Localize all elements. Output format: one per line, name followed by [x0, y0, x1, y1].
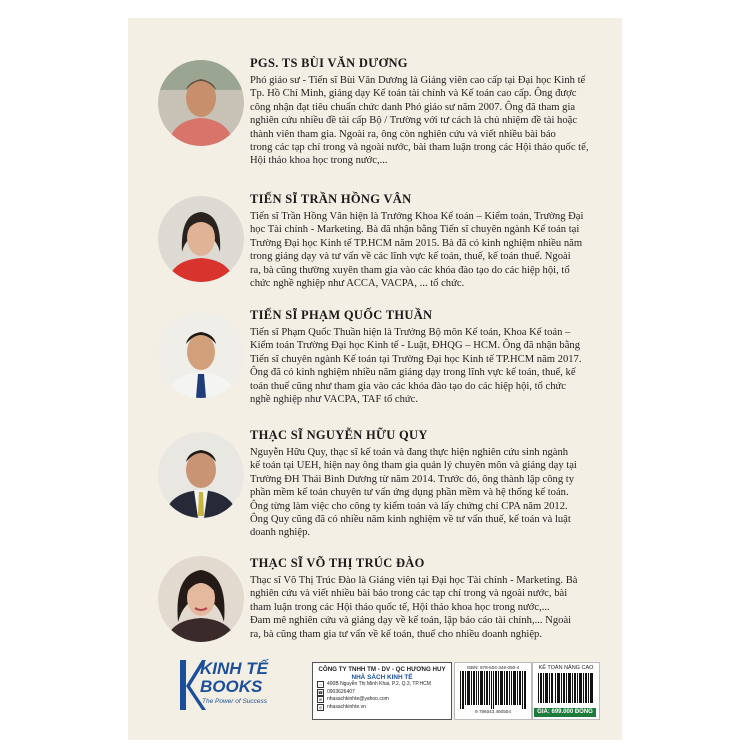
author-name: THẠC SĨ VÕ THỊ TRÚC ĐÀO — [250, 556, 425, 570]
logo-tagline: The Power of Success — [202, 698, 268, 705]
bio-line: Phó giáo sư - Tiến sĩ Bùi Văn Dương là Giảng viên cao cấp tại Đại học Kinh tế — [250, 75, 586, 86]
logo-line2: BOOKS — [200, 677, 263, 696]
bio-line: toán thuế cũng như tham gia vào các khóa đào tạo do các hiệp hội, tổ chức — [250, 380, 566, 392]
profile-bui-van-duong — [128, 56, 622, 186]
website-line — [317, 704, 451, 712]
author-portrait-icon — [158, 312, 244, 398]
bio-line: Ông từng làm việc cho công ty kiểm toán và lấy chứng chỉ CPA năm 2012. — [250, 500, 568, 512]
price-box — [532, 662, 600, 720]
email-line — [317, 696, 451, 704]
bio-line: Nguyễn Hữu Quy, thạc sĩ kế toán và đang thực hiện nghiên cứu sinh ngành — [250, 447, 569, 458]
bio-line: ra, bà cũng thường xuyên tham gia vào các khóa đào tạo do các hiệp hội, tổ — [250, 264, 570, 276]
author-photo — [158, 196, 244, 282]
bio-line: chức nghề nghiệp như ACCA, VACPA, ... tổ chức. — [250, 278, 465, 290]
bio-line: Đam mê nghiên cứu và giảng dạy về kế toán, lập báo cáo tài chính,... Ngoài — [250, 615, 572, 627]
kinh-te-books-logo — [176, 654, 306, 716]
bio-line: học Tài chính - Marketing. Bà đã nhận bằng Tiến sĩ chuyên ngành Kế toán tại — [250, 224, 580, 236]
bio-line: Hội thảo khoa học trong nước,... — [250, 155, 388, 167]
profile-nguyen-huu-quy — [128, 428, 622, 552]
bio-line: Ông Quy cũng đã có nhiều năm kinh nghiệm về tư vấn thuế, kế toán và luật — [250, 514, 571, 526]
author-portrait-icon — [158, 196, 244, 282]
cover-footer — [128, 648, 622, 740]
bio-line: ra, bà cũng tham gia tư vấn về kế toán, thuế cho nhiều doanh nghiệp. — [250, 628, 542, 640]
profile-tran-hong-van — [128, 192, 622, 302]
location-icon: ⌂ — [317, 681, 324, 688]
price-label: GIÁ: 699.000 ĐỒNG — [534, 708, 596, 717]
phone-text: 0903626407 — [327, 688, 355, 695]
bio-line: công nhận đạt tiêu chuẩn chức danh Phó giáo sư năm 2007. Ông đã tham gia — [250, 101, 576, 113]
bio-line: Trường ĐH Thái Bình Dương từ năm 2014. Trước đó, ông thành lập công ty — [250, 473, 575, 485]
bio-line: nghiên cứu và viết nhiều bài báo trong các tạp chí trong và ngoài nước, bài — [250, 588, 568, 600]
bio-line: trong giảng dạy và tư vấn về các lĩnh vực kế toán, thuế, kế toán thuế. Ngoài — [250, 251, 571, 263]
bio-line: Tiến sĩ chuyên ngành Kế toán tại Trường Đại học Kinh tế TP.HCM năm 2017. — [250, 353, 582, 365]
profile-pham-quoc-thuan — [128, 308, 622, 420]
profile-vo-thi-truc-dao — [128, 556, 622, 646]
publisher-name: NHÀ SÁCH KINH TẾ — [351, 674, 413, 681]
author-photo — [158, 432, 244, 518]
bio-line: Tiến sĩ Trần Hồng Vân hiện là Trưởng Khoa Kế toán – Kiểm toán, Trường Đại — [250, 211, 584, 222]
address-line — [317, 681, 451, 689]
price-barcode-icon — [536, 673, 596, 703]
email-text: nhasachkinhte@yahoo.com — [327, 696, 389, 702]
bio-line: trong các tạp chí trong và ngoài nước, bài tham luận trong các Hội thảo quốc tế, — [250, 142, 589, 154]
isbn-digits: 9 786043 460504 — [475, 709, 511, 714]
bio-line: Ông đã có kinh nghiệm nhiều năm giảng dạy trong lĩnh vực kế toán, thuế, kế — [250, 367, 576, 379]
bio-line: phần mềm kế toán chuyên tư vấn ứng dụng phần mềm và hệ thống kế toán. — [250, 487, 569, 499]
address-text: 490B Nguyễn Thị Minh Khai, P.2, Q.3, TP.HCM — [327, 681, 431, 687]
author-portrait-icon — [158, 556, 244, 642]
phone-icon: ☎ — [318, 689, 323, 695]
barcode-icon — [458, 671, 528, 709]
publisher-info — [312, 662, 452, 720]
bio-line: Kiểm toán Trường Đại học Kinh tế - Luật, ĐHQG – HCM. Ông đã nhận bằng — [250, 340, 580, 352]
bio-line: doanh nghiệp. — [250, 527, 311, 539]
author-bio — [250, 574, 612, 641]
logo-line1: KINH TẾ — [200, 659, 268, 678]
website-text: nhasachkinhte.vn — [327, 703, 366, 710]
bio-line: kế toán tại UEH, hiện nay ông tham gia quản lý chuyên môn và giảng dạy tại — [250, 460, 577, 472]
book-title-label: KẾ TOÁN NÂNG CAO — [538, 665, 594, 671]
phone-line — [317, 689, 451, 697]
author-bio — [250, 74, 612, 168]
author-photo — [158, 60, 244, 146]
globe-icon: ◎ — [318, 704, 323, 710]
author-name: TIẾN SĨ PHẠM QUỐC THUẦN — [250, 308, 433, 322]
isbn-barcode — [454, 662, 532, 720]
company-name: CÔNG TY TNHH TM - DV - QC HƯƠNG HUY — [318, 666, 446, 673]
author-bio — [250, 326, 612, 406]
bio-line: Tiến sĩ Phạm Quốc Thuần hiện là Trưởng Bộ môn Kế toán, Khoa Kế toán – — [250, 327, 571, 338]
isbn-label: ISBN: 978-604-346-050-4 — [466, 665, 520, 670]
author-portrait-icon — [158, 432, 244, 518]
email-icon: ✉ — [318, 697, 323, 703]
bio-line: Thạc sĩ Võ Thị Trúc Đào là Giảng viên tại Đại học Tài chính - Marketing. Bà — [250, 575, 578, 586]
author-name: TIẾN SĨ TRẦN HỒNG VÂN — [250, 192, 412, 206]
bio-line: nghề nghiệp như VACPA, TAF tổ chức. — [250, 394, 418, 406]
bio-line: thành viên tham gia. Ngoài ra, ông còn nghiên cứu và viết nhiều bài báo — [250, 128, 556, 140]
author-name: THẠC SĨ NGUYỄN HỮU QUY — [250, 428, 428, 442]
author-portrait-icon — [158, 60, 244, 146]
bio-line: Trường Đại học Kinh tế TP.HCM năm 2015. Bà đã có kinh nghiệm nhiều năm — [250, 237, 583, 249]
author-bio — [250, 210, 612, 290]
author-photo — [158, 556, 244, 642]
logo-wordmark — [200, 660, 268, 696]
author-photo — [158, 312, 244, 398]
bio-line: tham luận trong các Hội thảo quốc tế, Hội thảo khoa học trong nước,... — [250, 601, 550, 613]
author-bio — [250, 446, 612, 540]
bio-line: nghiên cứu nhiều đề tài cấp Bộ / Trường với tư cách là chủ nhiệm đề tài hoặc — [250, 115, 578, 127]
author-name: PGS. TS BÙI VĂN DƯƠNG — [250, 56, 408, 70]
bio-line: Tp. Hồ Chí Minh, giảng dạy Kế toán tài chính và Kế toán cao cấp. Ông được — [250, 88, 577, 100]
